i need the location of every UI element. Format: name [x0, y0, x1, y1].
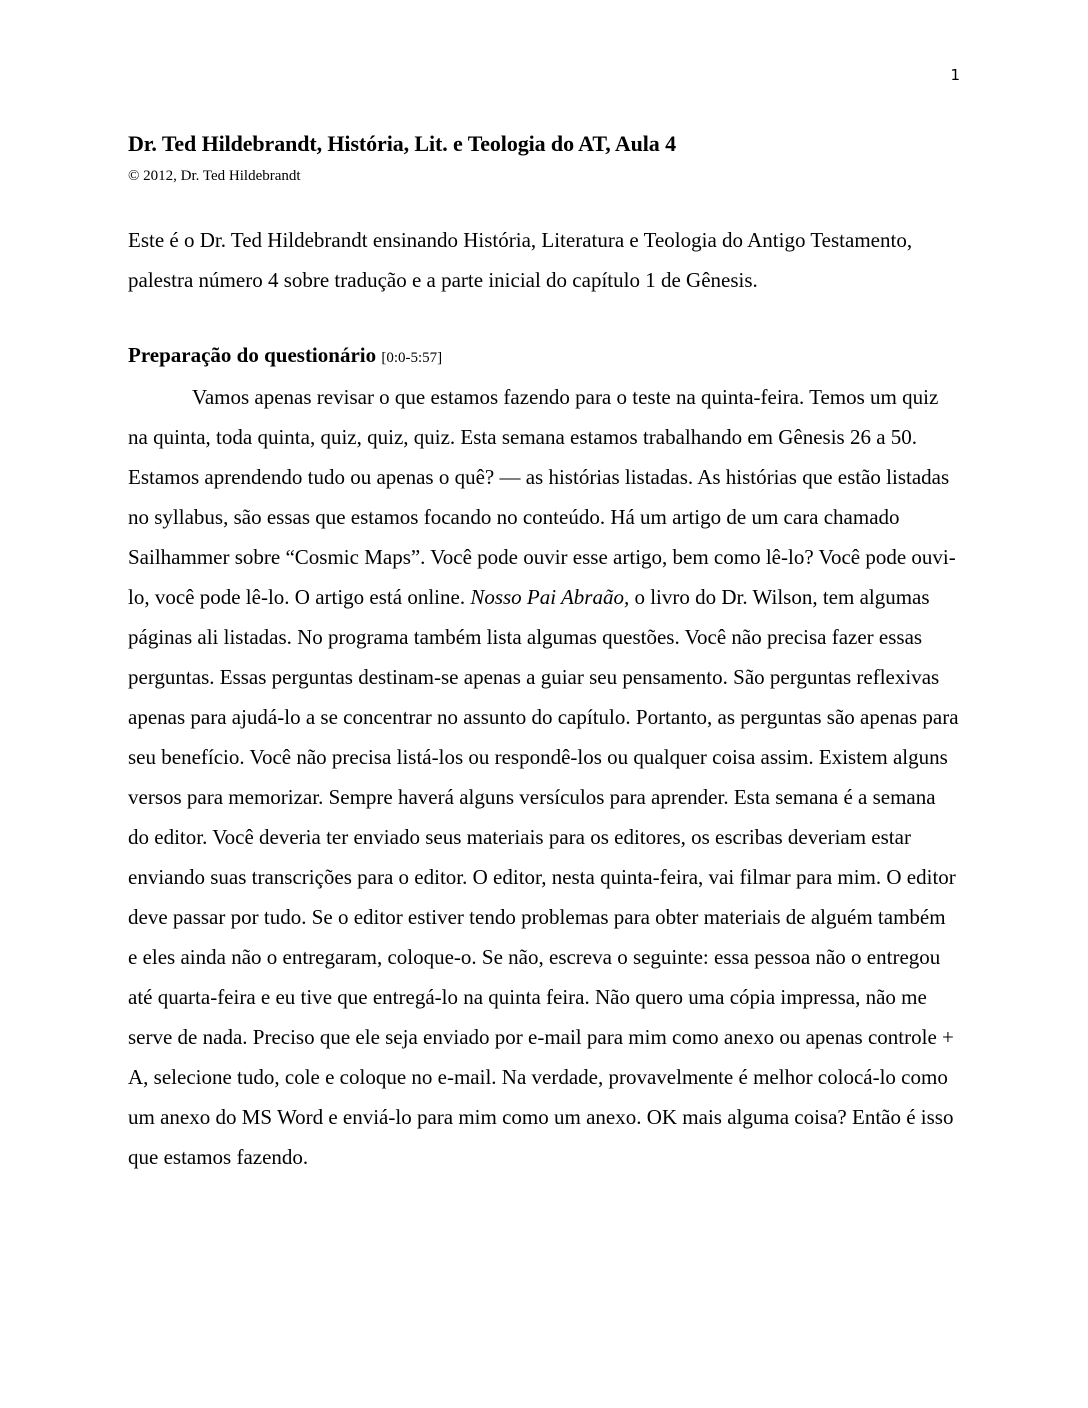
book-title: Nosso Pai Abraão,	[470, 585, 630, 609]
section-heading-text: Preparação do questionário	[128, 343, 377, 367]
body-text-part-1: Vamos apenas revisar o que estamos fazendo para o teste na quinta-feira. Temos um quiz na quinta, toda quinta, quiz, quiz, quiz. Esta semana estamos trabalhando em Gênesis 26 a 50. Estamos aprendendo tudo ou apenas o quê? — as histórias listadas. As histórias que estão listadas no syllabus, são essas que estamos focando no conteúdo. Há um artigo de um cara chamado Sailhammer sobre “Cosmic Maps”. Você pode ouvir esse artigo, bem como lê-lo? Você pode ouvi-lo, você pode lê-lo. O artigo está online.	[128, 385, 956, 609]
document-title: Dr. Ted Hildebrandt, História, Lit. e Teologia do AT, Aula 4	[128, 131, 676, 156]
document-body	[128, 128, 960, 1177]
body-text-part-2: o livro do Dr. Wilson, tem algumas páginas ali listadas. No programa também lista algumas questões. Você não precisa fazer essas perguntas. Essas perguntas destinam-se apenas a guiar seu pensamento. São perguntas reflexivas apenas para ajudá-lo a se concentrar no assunto do capítulo. Portanto, as perguntas são apenas para seu benefício. Você não precisa listá-los ou respondê-los ou qualquer coisa assim. Existem alguns versos para memorizar. Sempre haverá alguns versículos para aprender. Esta semana é a semana do editor. Você deveria ter enviado seus materiais para os editores, os escribas deveriam estar enviando suas transcrições para o editor. O editor, nesta quinta-feira, vai filmar para mim. O editor deve passar por tudo. Se o editor estiver tendo problemas para obter materiais de alguém também e eles ainda não o entregaram, coloque-o. Se não, escreva o seguinte: essa pessoa não o entregou até quarta-feira e eu tive que entregá-lo na quinta feira. Não quero uma cópia impressa, não me serve de nada. Preciso que ele seja enviado por e-mail para mim como anexo ou apenas controle + A, selecione tudo, cole e coloque no e-mail. Na verdade, provavelmente é melhor colocá-lo como um anexo do MS Word e enviá-lo para mim como um anexo. OK mais alguma coisa? Então é isso que estamos fazendo.	[128, 585, 959, 1169]
section-heading	[128, 336, 960, 377]
page-number: 1	[950, 66, 960, 84]
body-paragraph	[128, 377, 960, 1177]
section-timestamp: [0:0-5:57]	[381, 350, 443, 366]
intro-paragraph: Este é o Dr. Ted Hildebrandt ensinando História, Literatura e Teologia do Antigo Testamento, palestra número 4 sobre tradução e a parte inicial do capítulo 1 de Gênesis.	[128, 228, 913, 292]
copyright-notice: © 2012, Dr. Ted Hildebrandt	[128, 168, 301, 184]
